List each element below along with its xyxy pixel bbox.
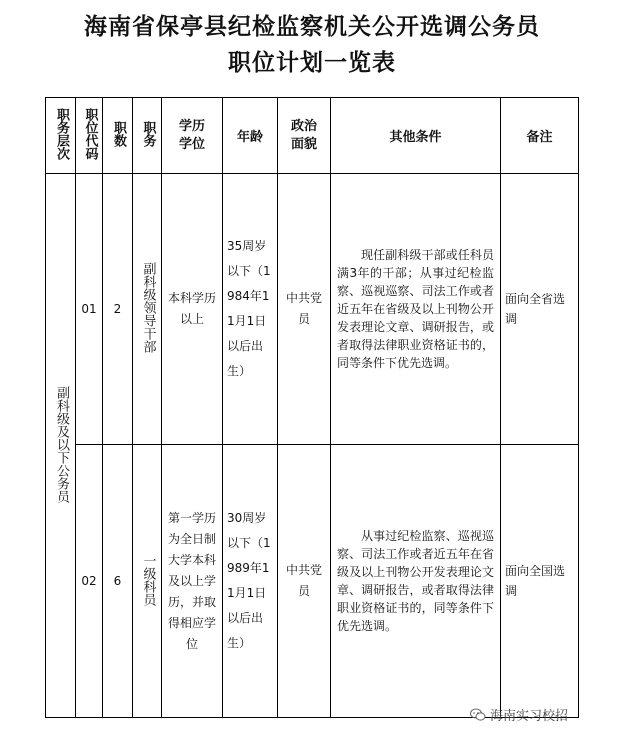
position-plan-table bbox=[45, 97, 579, 718]
watermark-text: 海南实习校招 bbox=[490, 709, 569, 724]
page-subtitle: 职位计划一览表 bbox=[228, 49, 396, 76]
education-cell: 第一学历为全日制大学本科及以上学历，并取得相应学位 bbox=[162, 445, 223, 718]
level-cell: 副科级及以下公务员 bbox=[46, 174, 76, 718]
notes-cell: 面向全国选调 bbox=[501, 445, 579, 718]
conditions-cell: 从事过纪检监察、巡视巡察、司法工作或者近五年在省级及以上刊物公开发表理论文章、调研报告，或者取得法律职业资格证书的，同等条件下优先选调。 bbox=[331, 445, 501, 718]
header-political: 政治面貌 bbox=[278, 98, 331, 174]
political-cell: 中共党员 bbox=[278, 174, 331, 445]
age-cell: 30周岁以下（1989年11月1日以后出生） bbox=[223, 445, 278, 718]
education-cell: 本科学历以上 bbox=[162, 174, 223, 445]
notes-cell: 面向全省选调 bbox=[501, 174, 579, 445]
header-notes: 备注 bbox=[501, 98, 579, 174]
count-cell: 6 bbox=[103, 445, 133, 718]
header-count: 职数 bbox=[103, 98, 133, 174]
page-title: 海南省保亭县纪检监察机关公开选调公务员 bbox=[84, 13, 540, 40]
count-cell: 2 bbox=[103, 174, 133, 445]
table-row bbox=[46, 174, 579, 445]
position-cell: 副科级领导干部 bbox=[133, 174, 162, 445]
conditions-cell: 现任副科级干部或任科员满3年的干部；从事过纪检监察、巡视巡察、司法工作或者近五年在省级及以上刊物公开发表理论文章、调研报告，或者取得法律职业资格证书的，同等条件下优先选调。 bbox=[331, 174, 501, 445]
header-code: 职位代码 bbox=[76, 98, 103, 174]
header-education: 学历学位 bbox=[162, 98, 223, 174]
political-cell: 中共党员 bbox=[278, 445, 331, 718]
header-conditions: 其他条件 bbox=[331, 98, 501, 174]
header-position: 职务 bbox=[133, 98, 162, 174]
age-cell: 35周岁以下（1984年11月1日以后出生） bbox=[223, 174, 278, 445]
header-age: 年龄 bbox=[223, 98, 278, 174]
header-level: 职务层次 bbox=[46, 98, 76, 174]
code-cell: 01 bbox=[76, 174, 103, 445]
watermark bbox=[470, 705, 568, 724]
table-header-row bbox=[46, 98, 579, 174]
code-cell: 02 bbox=[76, 445, 103, 718]
table-row bbox=[46, 445, 579, 718]
wechat-bubble-icon bbox=[470, 708, 486, 722]
position-cell: 一级科员 bbox=[133, 445, 162, 718]
